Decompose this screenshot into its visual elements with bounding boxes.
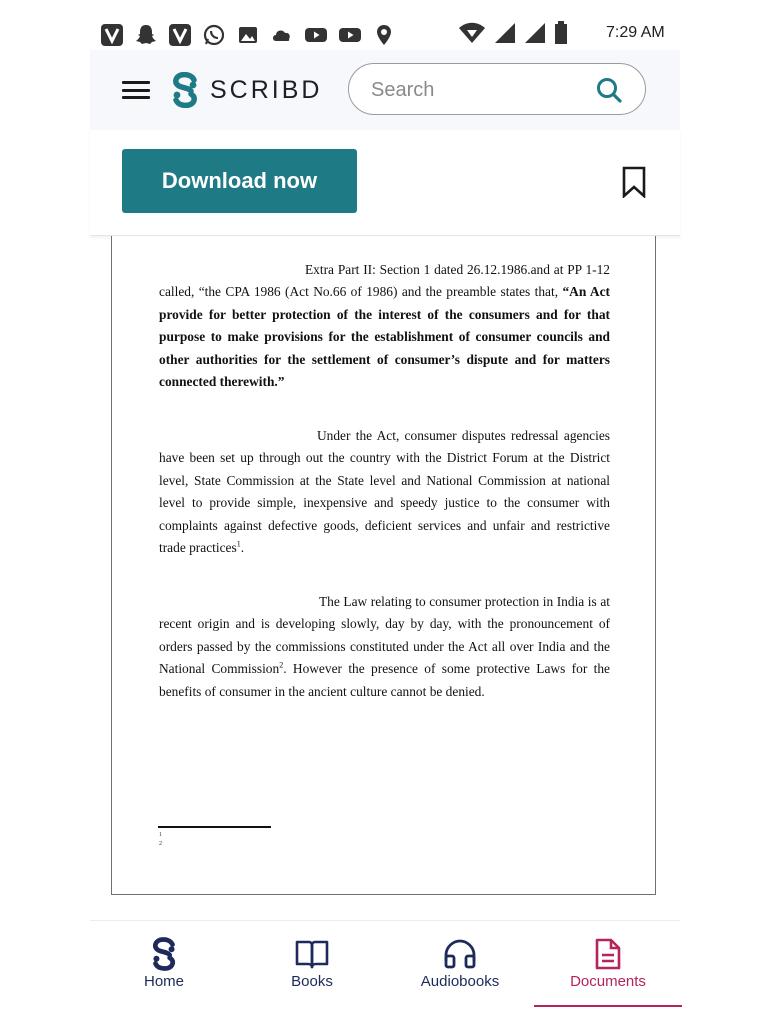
search-icon[interactable]: [595, 76, 623, 104]
nav-books-label: Books: [291, 973, 333, 990]
paragraph-2: [159, 425, 610, 559]
book-icon: [295, 937, 329, 971]
document-action-bar: [90, 130, 680, 236]
system-icons: [458, 22, 568, 48]
footnote-2: 2: [159, 841, 162, 847]
nav-audiobooks[interactable]: [386, 921, 534, 1007]
paragraph-3-tail: . However the presence of some protective Laws for the benefits of consumer in the ancient culture cannot be denied.: [159, 661, 610, 699]
paragraph-1-quote: “An Act provide for better protection of the interest of the consumers and for that purpose to make provisions for the establishment of consumer councils and other authorities for the settlement of consumer’s dispute and for matters connected therewith.”: [159, 284, 610, 390]
document-page: [111, 236, 656, 895]
cloud-icon: [270, 23, 294, 47]
bookmark-icon[interactable]: [621, 166, 647, 198]
scribd-logo[interactable]: [170, 70, 322, 110]
paragraph-3-lead: The Law relating to consumer protection in: [319, 594, 554, 609]
document-icon: [591, 937, 625, 971]
paragraph-2-tail: .: [240, 540, 245, 556]
search-input[interactable]: [371, 77, 591, 103]
paragraph-1-body: at PP 1-12 called, “the CPA 1986 (Act No.66 of 1986) and the preamble states that,: [159, 262, 610, 300]
nav-home-label: Home: [143, 973, 184, 990]
signal-icon: [524, 22, 546, 49]
paragraph-3: [159, 591, 610, 703]
youtube-icon: [304, 23, 328, 47]
nav-audiobooks-label: Audiobooks: [420, 973, 500, 990]
download-button[interactable]: Download now: [122, 149, 357, 213]
search-bar[interactable]: [348, 63, 646, 115]
signal-icon: [494, 22, 516, 49]
paragraph-3-body: India is at recent origin and is developing slowly, day by day, with the pronouncement of orders passed by the commissions constituted under the Act all over India and the National Commission: [159, 594, 610, 677]
bottom-navigation: [90, 920, 680, 1006]
brand-name: SCRIBD: [210, 75, 323, 104]
v-app-icon: [100, 23, 124, 47]
paragraph-2-lead: Under the Act, consumer disputes redressal: [317, 428, 559, 443]
paragraph-2-body: agencies have been set up through out the country with the District Forum at the District level, State Commission at the State level and National Commission at national level to provide simple, inexpensive and speedy justice to the consumer with complaints against defective goods, deficient services and unfair and restrictive trade practices: [159, 428, 610, 556]
nav-home[interactable]: [90, 921, 238, 1007]
footnote-divider: [158, 826, 271, 828]
paragraph-1-lead: Extra Part II: Section 1 dated 26.12.1986.and: [305, 262, 550, 277]
clock: 7:29 AM: [606, 24, 665, 41]
nav-documents[interactable]: [534, 921, 682, 1007]
location-icon: [372, 23, 396, 47]
app-header: [90, 50, 680, 130]
footnote-1: 1: [159, 832, 162, 838]
image-icon: [236, 23, 260, 47]
scribd-logo-icon: [147, 937, 181, 971]
footnote-ref-1[interactable]: 1: [236, 539, 241, 549]
youtube-icon: [338, 23, 362, 47]
whatsapp-icon: [202, 23, 226, 47]
menu-icon[interactable]: [120, 78, 152, 102]
v-app-icon: [168, 23, 192, 47]
notification-icons: [100, 22, 396, 48]
wifi-icon: [458, 21, 486, 50]
footnote-ref-2[interactable]: 2: [279, 660, 284, 670]
snapchat-icon: [134, 23, 158, 47]
nav-books[interactable]: [238, 921, 386, 1007]
scribd-logo-icon: [170, 72, 200, 108]
paragraph-1: [159, 259, 610, 393]
battery-icon: [554, 21, 568, 50]
nav-documents-label: Documents: [570, 973, 646, 990]
headphones-icon: [443, 937, 477, 971]
